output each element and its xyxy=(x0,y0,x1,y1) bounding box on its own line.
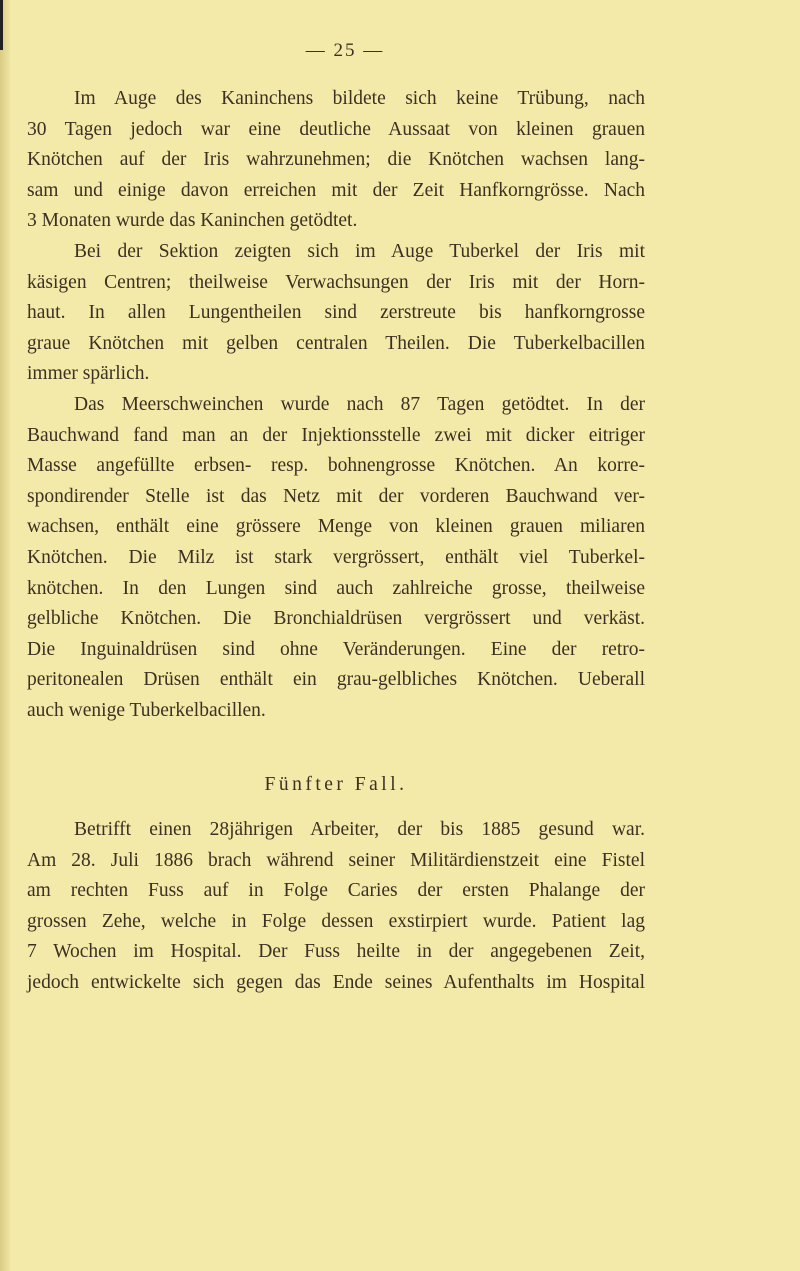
section-heading: Fünfter Fall. xyxy=(264,774,408,796)
text-line: 7 Wochen im Hospital. Der Fuss heilte in der angegebenen Zeit, xyxy=(27,941,645,963)
text-line: Betrifft einen 28jährigen Arbeiter, der bis 1885 gesund war. xyxy=(74,819,645,841)
paragraph xyxy=(27,390,645,727)
text-line: Das Meerschweinchen wurde nach 87 Tagen getödtet. In der xyxy=(74,393,645,415)
text-line: Masse angefüllte erbsen- resp. bohnengrosse Knötchen. An korre- xyxy=(27,455,645,477)
text-line: 3 Monaten wurde das Kaninchen getödtet. xyxy=(27,210,358,232)
text-line: immer spärlich. xyxy=(27,363,150,385)
text-line: auch wenige Tuberkelbacillen. xyxy=(27,699,266,721)
paragraph xyxy=(27,84,645,237)
page-number: — 25 — xyxy=(305,40,385,61)
text-line: Am 28. Juli 1886 brach während seiner Militärdienstzeit eine Fistel xyxy=(27,849,645,871)
text-line: am rechten Fuss auf in Folge Caries der ersten Phalange der xyxy=(27,880,645,902)
text-line: Knötchen auf der Iris wahrzunehmen; die Knötchen wachsen lang- xyxy=(27,149,645,171)
text-line: haut. In allen Lungentheilen sind zerstreute bis hanfkorngrosse xyxy=(27,302,645,324)
text-line: wachsen, enthält eine grössere Menge von kleinen grauen miliaren xyxy=(27,516,645,538)
paragraph xyxy=(27,237,645,390)
text-line: grossen Zehe, welche in Folge dessen exstirpiert wurde. Patient lag xyxy=(27,910,645,932)
text-line: gelbliche Knötchen. Die Bronchialdrüsen vergrössert und verkäst. xyxy=(27,608,645,630)
text-line: käsigen Centren; theilweise Verwachsungen der Iris mit der Horn- xyxy=(27,271,645,293)
text-line: sam und einige davon erreichen mit der Zeit Hanfkorngrösse. Nach xyxy=(27,179,645,201)
paragraphs-section xyxy=(27,84,645,726)
text-line: Bauchwand fand man an der Injektionsstelle zwei mit dicker eitriger xyxy=(27,424,645,446)
text-line: Knötchen. Die Milz ist stark vergrössert, enthält viel Tuberkel- xyxy=(27,546,645,568)
paragraph xyxy=(27,815,645,999)
text-line: Die Inguinaldrüsen sind ohne Veränderungen. Eine der retro- xyxy=(27,638,645,660)
text-line: knötchen. In den Lungen sind auch zahlreiche grosse, theilweise xyxy=(27,577,645,599)
text-line: peritonealen Drüsen enthält ein grau-gelbliches Knötchen. Ueberall xyxy=(27,669,645,691)
text-line: Bei der Sektion zeigten sich im Auge Tuberkel der Iris mit xyxy=(74,240,645,262)
text-line: spondirender Stelle ist das Netz mit der vorderen Bauchwand ver- xyxy=(27,485,645,507)
text-line: graue Knötchen mit gelben centralen Theilen. Die Tuberkelbacillen xyxy=(27,332,645,354)
book-spine-edge xyxy=(0,0,10,1271)
text-line: Im Auge des Kaninchens bildete sich keine Trübung, nach xyxy=(74,88,645,109)
text-line: 30 Tagen jedoch war eine deutliche Aussaat von kleinen grauen xyxy=(27,118,645,140)
text-line: jedoch entwickelte sich gegen das Ende seines Aufenthalts im Hospital xyxy=(27,972,645,994)
page-body xyxy=(27,84,645,999)
